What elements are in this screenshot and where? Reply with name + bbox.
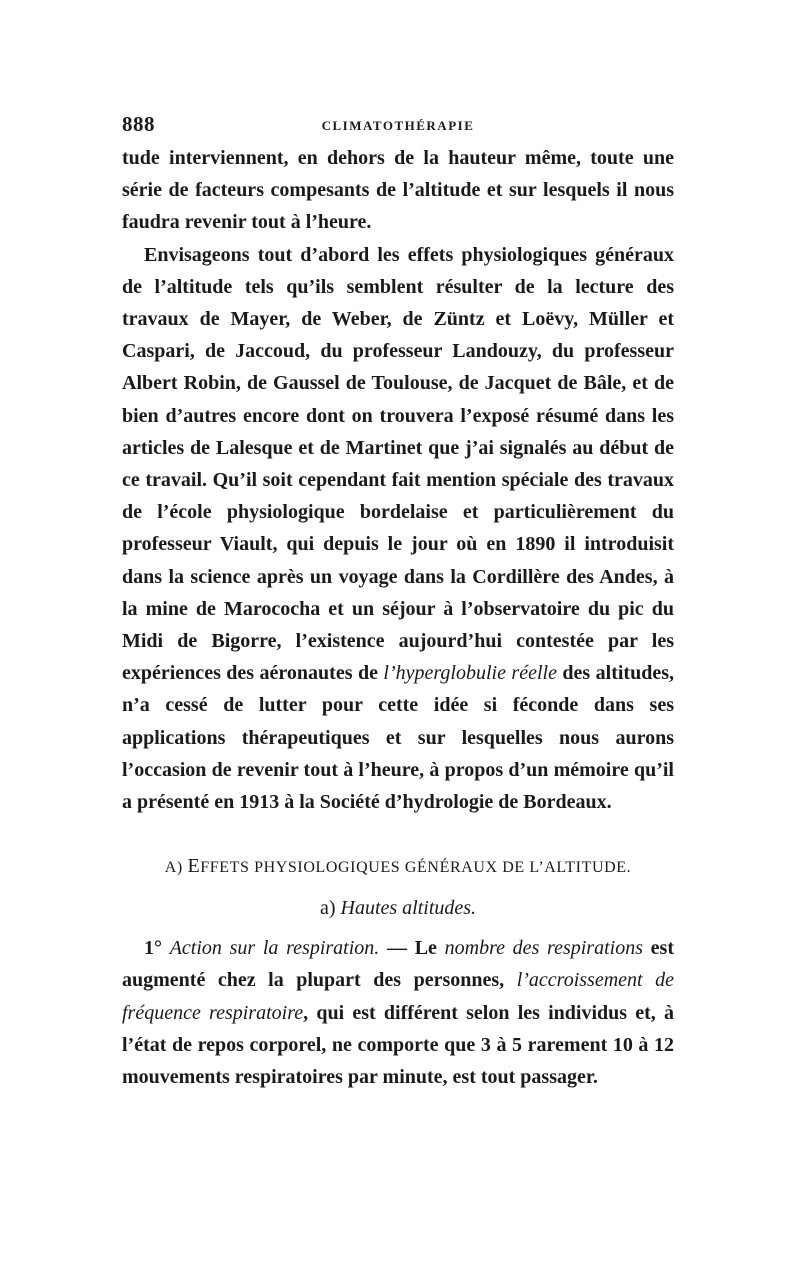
section-heading-initial: E bbox=[187, 855, 201, 878]
paragraph-continuation-text: tude interviennent, en dehors de la hauteur même, toute une série de facteurs compesants de l’altitude et sur lesquels il nous faudra revenir tout à l’heure. bbox=[122, 147, 674, 234]
section-heading bbox=[122, 854, 674, 880]
running-head bbox=[122, 112, 674, 142]
paragraph-respiration-dash: — Le bbox=[379, 937, 445, 960]
section-heading-text: FFETS PHYSIOLOGIQUES GÉNÉRAUX DE L’ALTITUDE. bbox=[200, 859, 632, 877]
paragraph-physiological-effects-text-2: des altitudes, n’a cessé de lutter pour cette idée si féconde dans ses applications thérapeutiques et sur lesquelles nous aurons l’occasion de revenir tout à l’heure, à propos d’un mémoire qu’il a présenté en 1913 à la Société d’hydrologie de Bordeaux. bbox=[122, 662, 675, 814]
book-page bbox=[122, 112, 674, 1093]
section-heading-label: A) bbox=[164, 859, 183, 877]
italic-term-nombre-respirations: nombre des respirations bbox=[444, 937, 643, 960]
running-title: CLIMATOTHÉRAPIE bbox=[321, 118, 475, 133]
paragraph-respiration-text-1: est augmenté chez la plupart des personnes, bbox=[122, 937, 675, 992]
subsection-heading-title: Hautes altitudes. bbox=[340, 897, 477, 920]
subsection-heading bbox=[122, 894, 674, 922]
page-number: 888 bbox=[122, 112, 155, 136]
paragraph-continuation bbox=[122, 142, 674, 239]
paragraph-respiration-number: 1° bbox=[144, 937, 162, 960]
paragraph-respiration bbox=[122, 932, 674, 1093]
body-text bbox=[122, 142, 674, 1093]
paragraph-physiological-effects bbox=[122, 239, 674, 819]
paragraph-respiration-heading: Action sur la respiration. bbox=[169, 937, 380, 960]
subsection-heading-label: a) bbox=[319, 897, 336, 920]
italic-term-hyperglobulie: l’hyperglobulie réelle bbox=[383, 662, 557, 685]
paragraph-respiration-text-2: , qui est différent selon les individus et, à l’état de repos corporel, ne comporte que 3 à 5 rarement 10 à 12 mouvements respiratoires par minute, est tout passager. bbox=[122, 1001, 675, 1089]
italic-term-accroissement: l’accroissement de fréquence respiratoire bbox=[122, 969, 674, 1024]
paragraph-physiological-effects-text-1: Envisageons tout d’abord les effets physiologiques généraux de l’altitude tels qu’ils semblent résulter de la lecture des travaux de Mayer, de Weber, de Züntz et Loëvy, Müller et Caspari, de Jaccoud, du professeur Landouzy, du professeur Albert Robin, de Gaussel de Toulouse, de Jacquet de Bâle, et de bien d’autres encore dont on trouvera l’exposé résumé dans les articles de Lalesque et de Martinet que j’ai signalés au début de ce travail. Qu’il soit cependant fait mention spéciale des travaux de l’école physiologique bordelaise et particulièrement du professeur Viault, qui depuis le jour où en 1890 il introduisit dans la science après un voyage dans la Cordillère des Andes, à la mine de Marococha et un séjour à l’observatoire du pic du Midi de Bigorre, l’existence aujourd’hui contestée par les expériences des aéronautes de bbox=[122, 243, 674, 685]
